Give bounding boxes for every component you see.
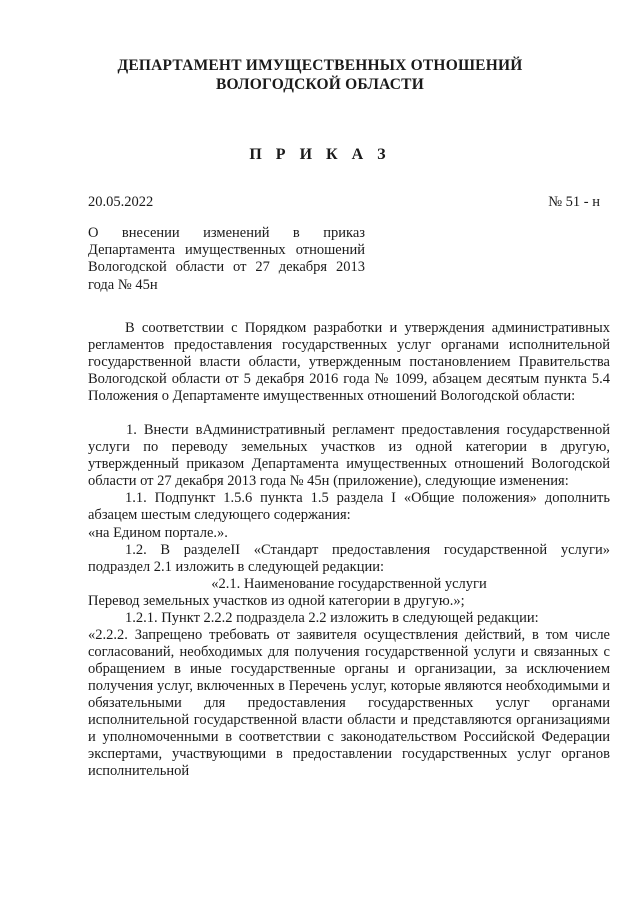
header-line-1: ДЕПАРТАМЕНТ ИМУЩЕСТВЕННЫХ ОТНОШЕНИЙ [117,57,523,74]
item-1-2-text: Перевод земельных участков из одной категории в другую.»; [88,592,465,609]
preamble-paragraph: В соответствии с Порядком разработки и утверждения административных регламентов предоставления государственных услуг органами исполнительной государственной власти области, утвержденным постановлением Правительства Вологодской области от 5 декабря 2016 года № 1099, абзацем десятым пункта 5.4 Положения о Департаменте имущественных отношений Вологодской области: [88,320,610,405]
item-1-2-paragraph: 1.2. В разделеII «Стандарт предоставления государственной услуги» подраздел 2.1 изложить в следующей редакции: [88,541,610,575]
header-line-2: ВОЛОГОДСКОЙ ОБЛАСТИ [216,76,424,93]
order-subject: О внесении изменений в приказ Департамента имущественных отношений Вологодской области от 27 декабря 2013 года № 45н [88,225,365,293]
order-date: 20.05.2022 [88,194,154,210]
paragraph-gap [88,405,610,422]
item-1-paragraph: 1. Внести вАдминистративный регламент предоставления государственной услуги по переводу земельных участков из одной категории в другую, утвержденный приказом Департамента имущественных отношений Вологодской области от 27 декабря 2013 года № 45н (приложение), следующие изменения: [88,422,610,490]
document-body [88,320,610,780]
item-2-2-2-paragraph: «2.2.2. Запрещено требовать от заявителя осуществления действий, в том числе согласований, необходимых для получения государственной услуги и связанных с обращением в иные государственные органы и организации, за исключением получения услуг, включенных в Перечень услуг, которые являются необходимыми и обязательными для предоставления государственных услуг органами исполнительной государственной власти области и представляются организациями и уполномоченными в соответствии с законодательством Российской Федерации экспертами, участвующими в предоставлении государственных услуг органов исполнительной [88,626,610,780]
department-header [0,56,640,94]
order-number: № 51 - н [548,194,600,210]
item-1-2-1-paragraph: 1.2.1. Пункт 2.2.2 подраздела 2.2 изложить в следующей редакции: [125,609,539,626]
item-1-1-quote: «на Едином портале.». [88,524,228,541]
order-title: П Р И К А З [249,146,391,163]
item-1-2-heading: «2.1. Наименование государственной услуги [211,575,487,592]
item-1-1-paragraph: 1.1. Подпункт 1.5.6 пункта 1.5 раздела I «Общие положения» дополнить абзацем шестым следующего содержания: [88,490,610,524]
